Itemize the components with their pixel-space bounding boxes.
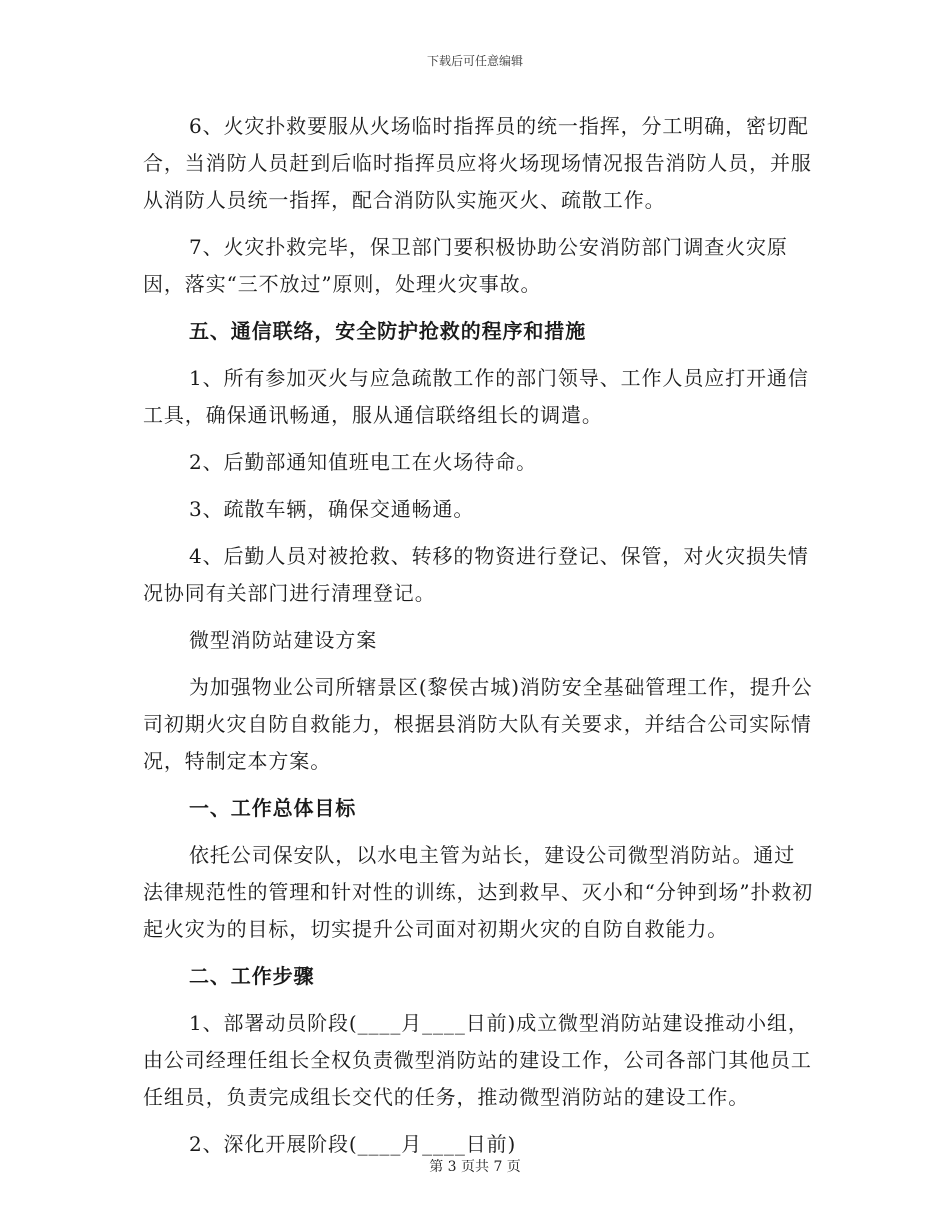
section-heading-steps: 二、工作步骤	[189, 964, 315, 988]
paragraph-fire-command: 6、火灾扑救要服从火场临时指挥员的统一指挥，分工明确，密切配合，当消防人员赶到后临时指挥员应将火场现场情况报告消防人员，并服从消防人员统一指挥，配合消防队实施灭火、疏散工作。	[143, 114, 812, 212]
paragraph-communication-tools: 1、所有参加灭火与应急疏散工作的部门领导、工作人员应打开通信工具，确保通讯畅通，服从通信联络组长的调遣。	[143, 366, 809, 427]
document-subtitle: 微型消防站建设方案	[189, 628, 378, 652]
page-header: 下载后可任意编辑	[426, 54, 523, 68]
section-heading-communication: 五、通信联络，安全防护抢救的程序和措施	[189, 319, 587, 343]
page-footer: 第 3 页共 7 页	[429, 1159, 521, 1175]
section-heading-goal: 一、工作总体目标	[189, 796, 357, 820]
paragraph-vehicle-evacuation: 3、疏散车辆，确保交通畅通。	[189, 497, 475, 521]
paragraph-material-registration: 4、后勤人员对被抢救、转移的物资进行登记、保管，对火灾损失情况协同有关部门进行清理登记。	[143, 544, 809, 605]
document-body	[143, 108, 815, 1163]
paragraph-plan-intro: 为加强物业公司所辖景区(黎侯古城)消防安全基础管理工作，提升公司初期火灾自防自救能力，根据县消防大队有关要求，并结合公司实际情况，特制定本方案。	[143, 675, 813, 773]
paragraph-step-1: 1、部署动员阶段(____月____日前)成立微型消防站建设推动小组，由公司经理任组长全权负责微型消防站的建设工作，公司各部门其他员工任组员，负责完成组长交代的任务，推动微型消防站的建设工作。	[143, 1011, 812, 1109]
paragraph-electrician-standby: 2、后勤部通知值班电工在火场待命。	[189, 450, 538, 474]
paragraph-step-2: 2、深化开展阶段(____月____日前)	[189, 1132, 517, 1156]
paragraph-fire-investigation: 7、火灾扑救完毕，保卫部门要积极协助公安消防部门调查火灾原因，落实“三不放过”原则，处理火灾事故。	[143, 235, 788, 296]
paragraph-goal: 依托公司保安队，以水电主管为站长，建设公司微型消防站。通过法律规范性的管理和针对性的训练，达到救早、灭小和“分钟到场”扑救初起火灾为的目标，切实提升公司面对初期火灾的自防自救能力。	[143, 843, 814, 941]
